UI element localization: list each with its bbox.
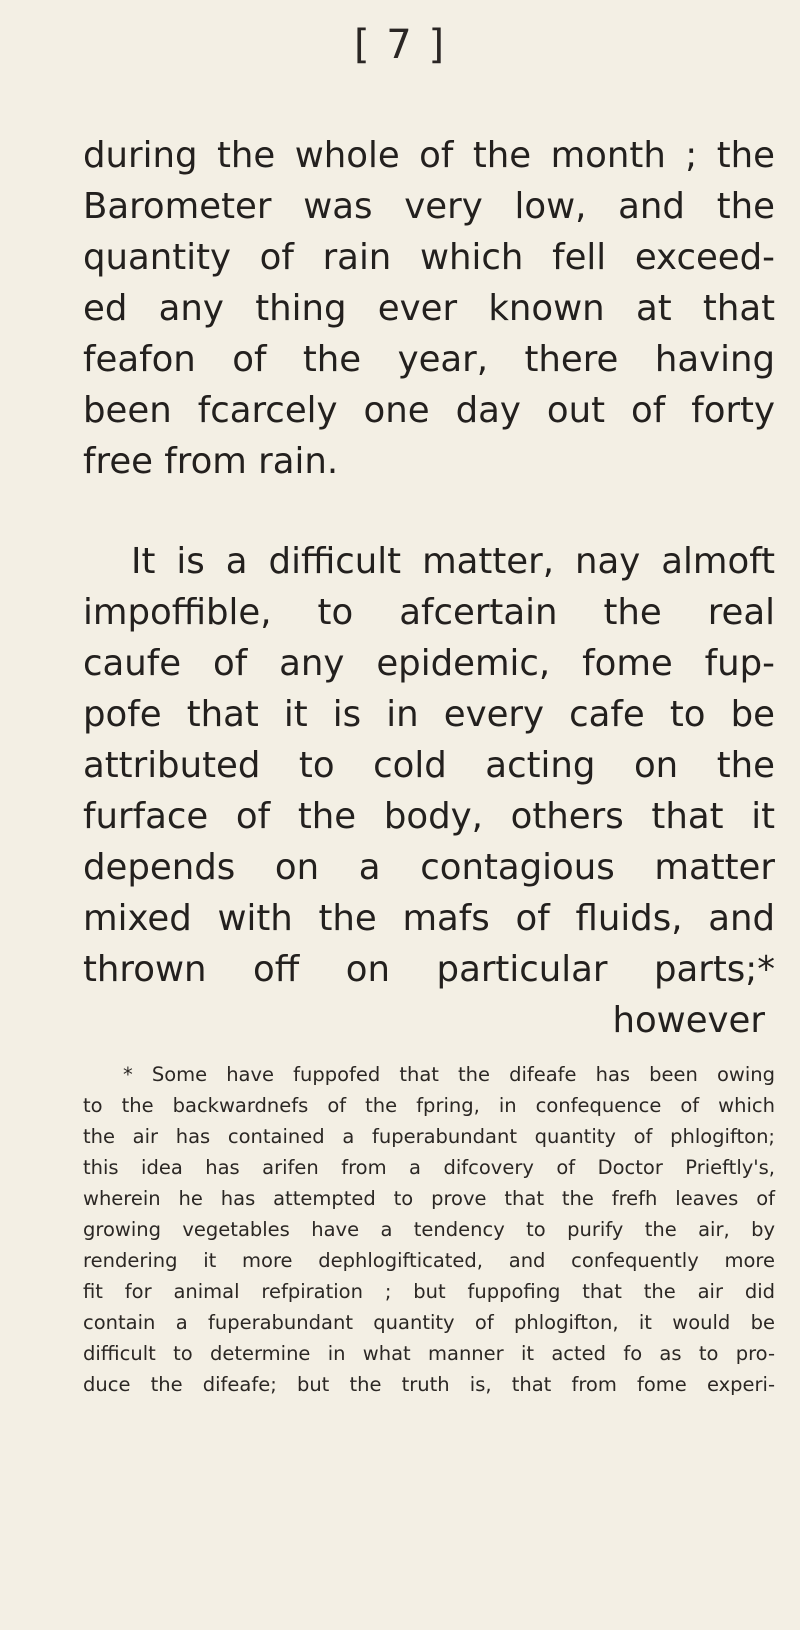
footnote-line: difficult to determine in what manner it acted fo as to pro- [83,1342,775,1365]
text-line: quantity of rain which fell exceed- [83,237,775,278]
footnote-line: rendering it more dephlogifticated, and confequently more [83,1249,775,1272]
footnote-line: fit for animal refpiration ; but fuppofing that the air did [83,1280,775,1303]
catchword: however [612,1000,765,1041]
text-line: impoffible, to afcertain the real [83,592,775,633]
footnote-line: * Some have fuppofed that the difeafe has been owing [123,1063,775,1086]
text-line: ed any thing ever known at that [83,288,775,329]
footnote-line: the air has contained a fuperabundant quantity of phlogifton; [83,1125,775,1148]
footnote-line: this idea has arifen from a difcovery of Doctor Prieftly's, [83,1156,775,1179]
footnote-line: wherein he has attempted to prove that the frefh leaves of [83,1187,775,1210]
text-line: pofe that it is in every cafe to be [83,694,775,735]
footnote-line: duce the difeafe; but the truth is, that from fome experi- [83,1373,775,1396]
footnote [83,1059,775,1400]
text-line: been fcarcely one day out of forty [83,390,775,431]
paragraph-1 [83,130,775,487]
text-line: free from rain. [83,441,339,482]
page-number: [ 7 ] [353,22,447,68]
text-line: attributed to cold acting on the [83,745,775,786]
text-line: caufe of any epidemic, fome fup- [83,643,775,684]
text-line: Barometer was very low, and the [83,186,775,227]
footnote-line: to the backwardnefs of the fpring, in confequence of which [83,1094,775,1117]
text-line: mixed with the mafs of fluids, and [83,898,775,939]
text-line: during the whole of the month ; the [83,135,775,176]
text-line: It is a difficult matter, nay almoft [131,541,775,582]
main-text [83,130,775,1046]
text-line: depends on a contagious matter [83,847,775,888]
text-line: thrown off on particular parts;* [83,949,775,990]
footnote-line: growing vegetables have a tendency to purify the air, by [83,1218,775,1241]
text-line: furface of the body, others that it [83,796,775,837]
footnote-line: contain a fuperabundant quantity of phlogifton, it would be [83,1311,775,1334]
paragraph-2 [83,536,775,1046]
text-line: feafon of the year, there having [83,339,775,380]
paragraph-gap [83,487,775,536]
